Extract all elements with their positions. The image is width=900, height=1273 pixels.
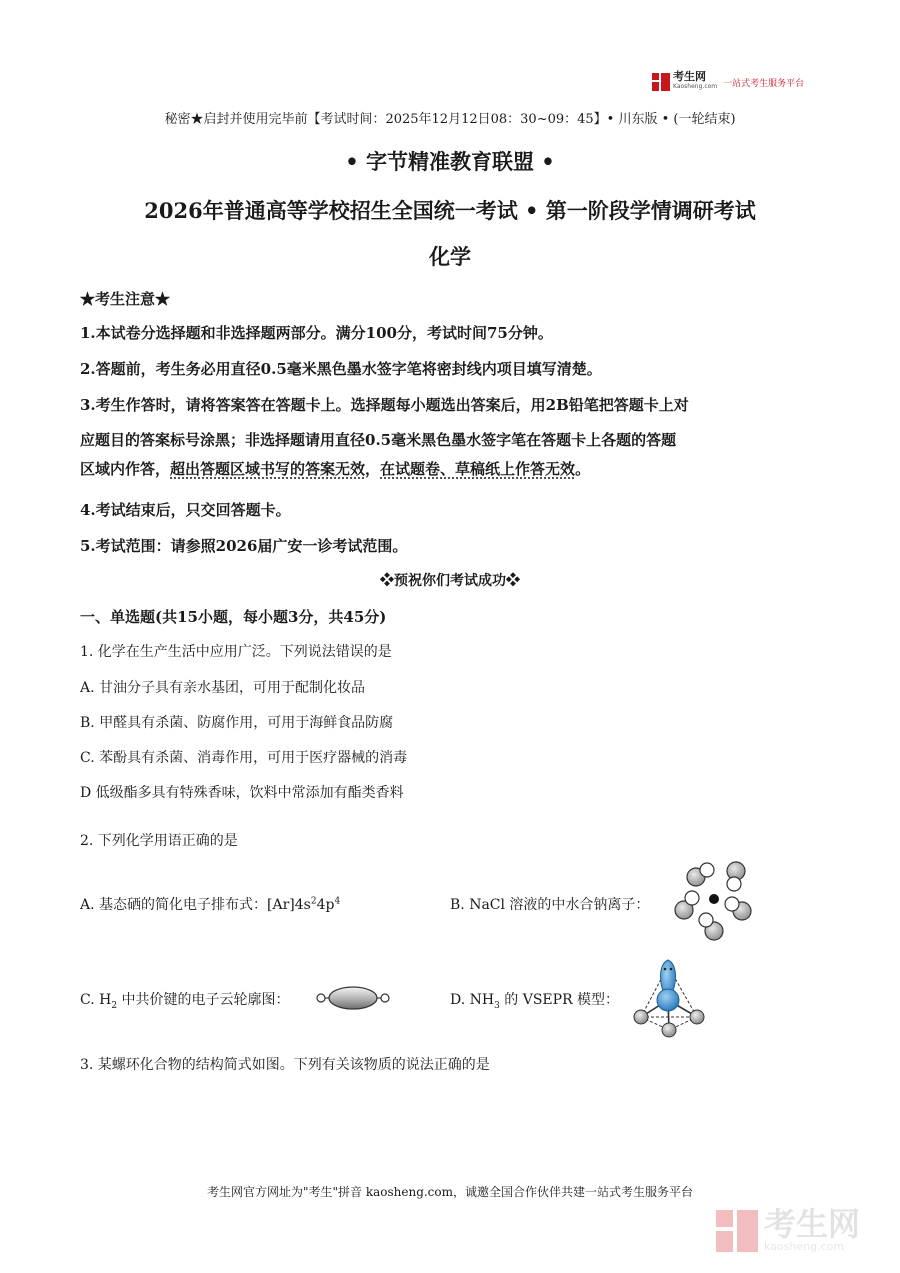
- confidential-line: 秘密★启封并使用完毕前【考试时间：2025年12月12日08：30~09：45】• 川东版 • (一轮结束): [164, 112, 736, 127]
- q2-option-d: D. $NH_3$ 的 VSEPR 模型：: [450, 992, 620, 1011]
- q1-option-b: B. 甲醛具有杀菌、防腐作用，可用于海鲜食品防腐: [80, 715, 394, 731]
- watermark-text: 考生网: [764, 1205, 861, 1243]
- nitrogen-atom: [657, 989, 679, 1011]
- notice-item-5: 5.考试范围：请参照2026届广安一诊考试范围。: [80, 537, 408, 555]
- kaosheng-logo-icon: [652, 73, 670, 91]
- notice-item-4: 4.考试结束后，只交回答题卡。: [80, 501, 291, 519]
- logo-sub: Kaosheng.com: [673, 83, 718, 90]
- q1-option-a: A. 甘油分子具有亲水基团，可用于配制化妆品: [80, 680, 366, 696]
- brand-logo: [652, 72, 804, 92]
- watermark-sub: kaosheng.com: [764, 1240, 845, 1253]
- h2-electron-cloud-figure: [314, 983, 392, 1013]
- q1-option-d: D 低级酯多具有特殊香味，饮料中常添加有酯类香料: [80, 785, 404, 801]
- logo-text: 考生网: [673, 70, 706, 83]
- watermark: [716, 1205, 861, 1253]
- nh3-vsepr-model-figure: [628, 954, 710, 1042]
- q2-option-b: B. NaCl 溶液的中水合钠离子：: [450, 897, 650, 913]
- emphasis-invalid-answer: 超出答题区域书写的答案无效: [170, 460, 366, 478]
- q2-stem: 2. 下列化学用语正确的是: [80, 833, 238, 849]
- emphasis-invalid-draft: 在试题卷、草稿纸上作答无效: [380, 460, 576, 478]
- hydrated-sodium-ion-figure: [664, 858, 764, 948]
- notice-item-2: 2.答题前，考生务必用直径0.5毫米黑色墨水签字笔将密封线内项目填写清楚。: [80, 360, 602, 378]
- logo-slogan: 一站式考生服务平台: [723, 78, 805, 89]
- q3-stem: 3. 某螺环化合物的结构简式如图。下列有关该物质的说法正确的是: [80, 1057, 490, 1073]
- wish-line: ❖预祝你们考试成功❖: [380, 573, 520, 589]
- q2-option-a: A. 基态硒的简化电子排布式：$[Ar]4s^24p^4$: [80, 896, 341, 913]
- sodium-ion-dot: [709, 894, 719, 904]
- alliance-title: • 字节精准教育联盟 •: [345, 149, 555, 174]
- q2-option-c: C. $H_2$ 中共价键的电子云轮廓图：: [80, 992, 290, 1011]
- watermark-logo-icon: [716, 1210, 758, 1252]
- subject-title: 化学: [429, 244, 471, 269]
- exam-title: 2026年普通高等学校招生全国统一考试 • 第一阶段学情调研考试: [144, 198, 756, 223]
- notice-title: ★考生注意★: [80, 290, 171, 308]
- section-title: 一、单选题(共15小题，每小题3分，共45分): [80, 608, 387, 626]
- notice-item-3-line-1: 3.考生作答时，请将答案答在答题卡上。选择题每小题选出答案后，用2B铅笔把答题卡上对: [80, 396, 689, 414]
- notice-item-3-line-3: 区域内作答，超出答题区域书写的答案无效，在试题卷、草稿纸上作答无效。: [80, 460, 591, 478]
- footer-line: 考生网官方网址为"考生"拼音 kaosheng.com，诚邀全国合作伙伴共建一站式考生服务平台: [206, 1185, 694, 1199]
- hydrogen-atom-right: [690, 1010, 704, 1024]
- notice-item-3-line-2: 应题目的答案标号涂黑；非选择题请用直径0.5毫米黑色墨水签字笔在答题卡上各题的答题: [80, 431, 677, 449]
- hydrogen-atom-front: [662, 1023, 676, 1037]
- q1-option-c: C. 苯酚具有杀菌、消毒作用，可用于医疗器械的消毒: [80, 750, 408, 766]
- q1-stem: 1. 化学在生产生活中应用广泛。下列说法错误的是: [80, 644, 392, 660]
- notice-item-1: 1.本试卷分选择题和非选择题两部分。满分100分，考试时间75分钟。: [80, 324, 553, 342]
- hydrogen-atom-left: [634, 1010, 648, 1024]
